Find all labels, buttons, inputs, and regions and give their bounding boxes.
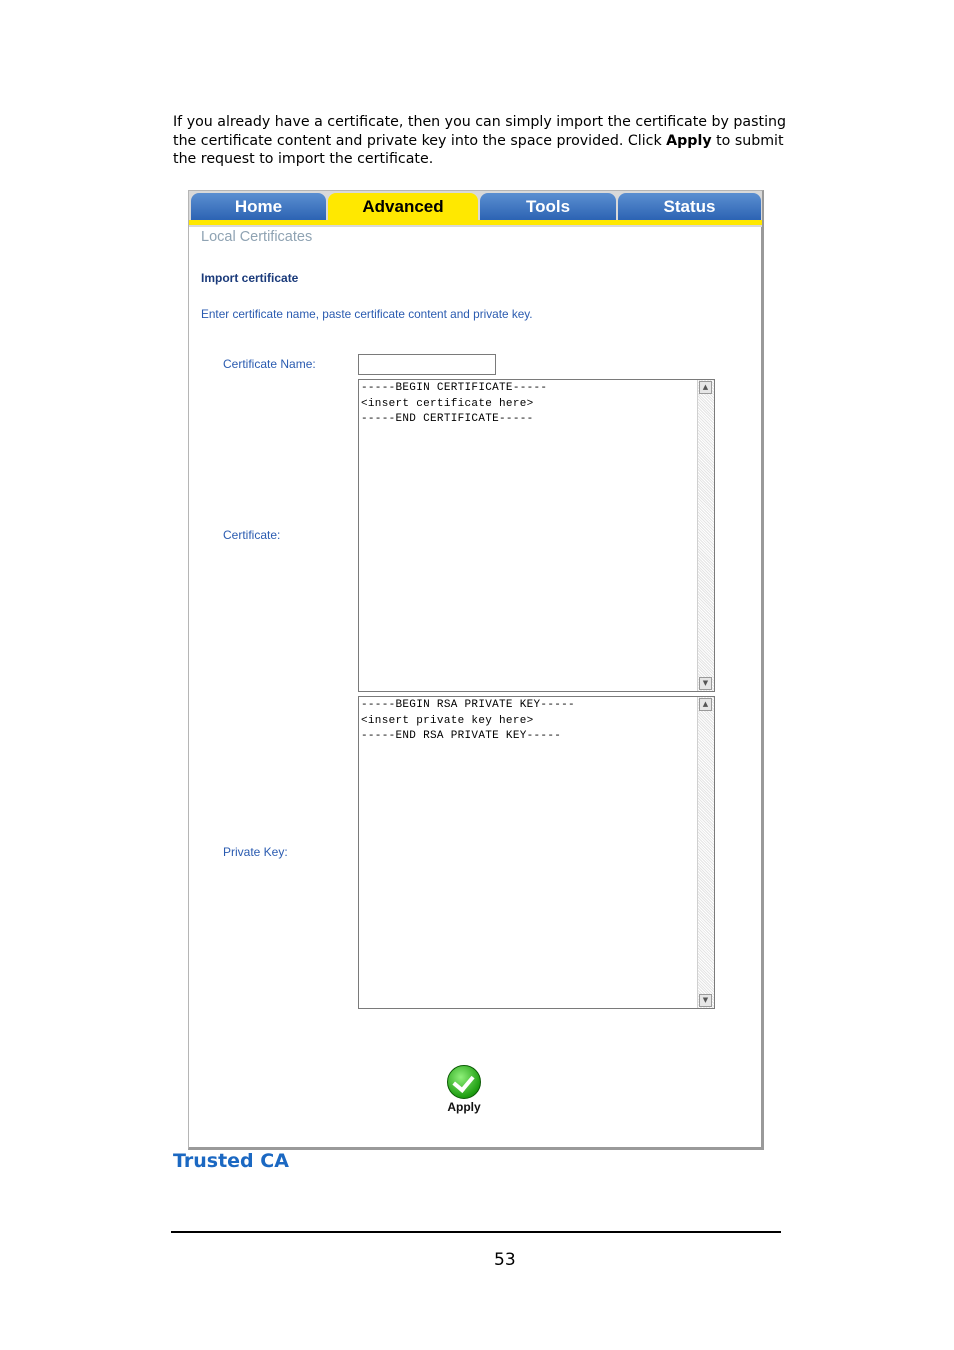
instruction-text: Enter certificate name, paste certificate content and private key. bbox=[201, 307, 533, 321]
private-key-label: Private Key: bbox=[223, 845, 288, 859]
scroll-down-icon[interactable]: ▼ bbox=[699, 994, 712, 1007]
router-ui-screenshot bbox=[188, 190, 764, 1150]
apply-button[interactable] bbox=[440, 1065, 488, 1113]
checkmark-icon bbox=[447, 1065, 481, 1099]
intro-paragraph bbox=[173, 113, 793, 169]
intro-text-1: If you already have a certificate, then you can simply import the certificate by pasting the certificate content and private key into the space provided. Click bbox=[173, 114, 787, 149]
scroll-down-icon[interactable]: ▼ bbox=[699, 677, 712, 690]
tab-advanced[interactable]: Advanced bbox=[328, 193, 478, 220]
certificate-name-input[interactable] bbox=[358, 354, 496, 375]
section-title: Local Certificates bbox=[201, 229, 313, 245]
trusted-ca-heading: Trusted CA bbox=[173, 1150, 289, 1172]
intro-bold-apply: Apply bbox=[666, 132, 712, 149]
intro-text-2: to submit the request to import the certificate. bbox=[173, 132, 784, 167]
private-key-textarea[interactable] bbox=[358, 696, 715, 1009]
import-title: Import certificate bbox=[201, 271, 299, 285]
page-number: 53 bbox=[494, 1250, 516, 1270]
certificate-scrollbar[interactable] bbox=[697, 380, 714, 691]
private-key-content: -----BEGIN RSA PRIVATE KEY----- <insert private key here> -----END RSA PRIVATE KEY----- bbox=[361, 699, 575, 742]
tab-home[interactable]: Home bbox=[191, 193, 326, 220]
scroll-up-icon[interactable]: ▲ bbox=[699, 381, 712, 394]
scroll-up-icon[interactable]: ▲ bbox=[699, 698, 712, 711]
tab-status[interactable]: Status bbox=[618, 193, 761, 220]
certificate-textarea[interactable] bbox=[358, 379, 715, 692]
tab-tools[interactable]: Tools bbox=[480, 193, 616, 220]
certificate-label: Certificate: bbox=[223, 528, 281, 542]
private-key-scrollbar[interactable] bbox=[697, 697, 714, 1008]
apply-label: Apply bbox=[447, 1100, 481, 1114]
certificate-name-label: Certificate Name: bbox=[223, 357, 316, 371]
nav-accent-bar bbox=[189, 220, 762, 225]
footer-divider bbox=[171, 1231, 781, 1233]
top-navigation bbox=[189, 191, 762, 227]
certificate-content: -----BEGIN CERTIFICATE----- <insert certificate here> -----END CERTIFICATE----- bbox=[361, 382, 548, 425]
